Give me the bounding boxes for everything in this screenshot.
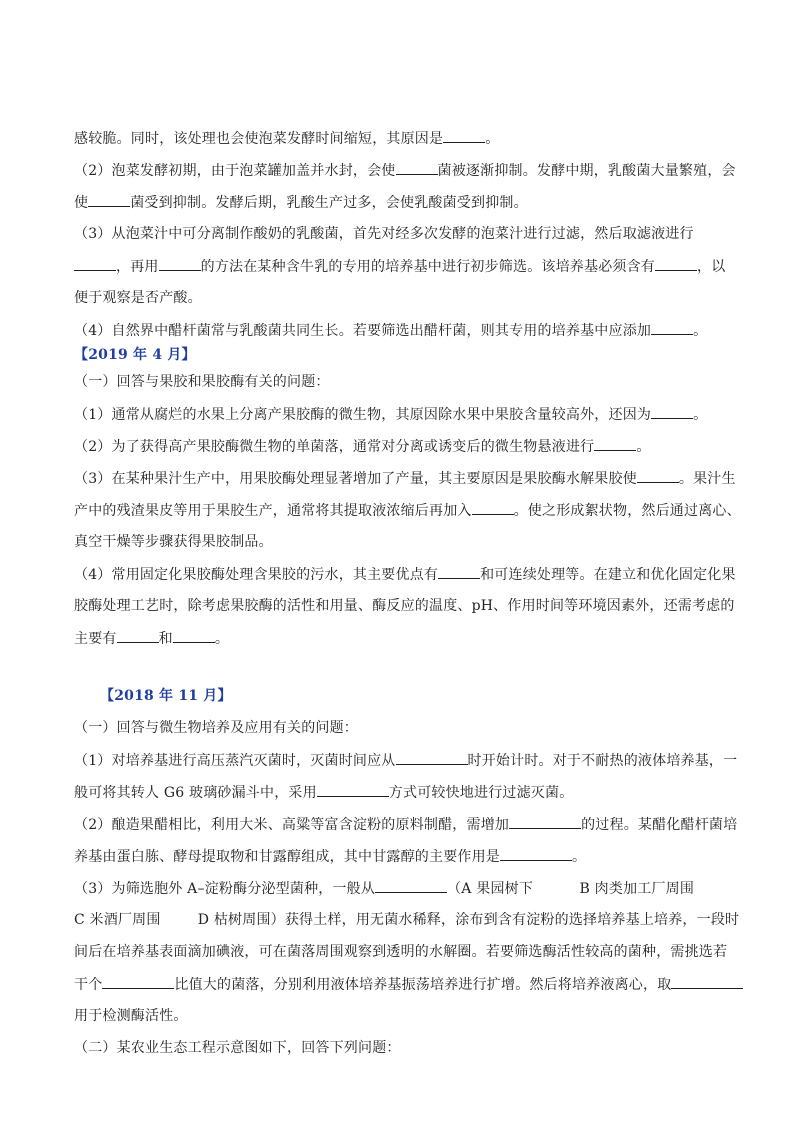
answer-blank — [396, 750, 468, 765]
text-line-15: （4）常用固定化果胶酶处理含果胶的污水，其主要优点有 和可连续处理等。在建立和优化固定化果 — [74, 564, 736, 585]
answer-blank — [509, 814, 581, 829]
answer-blank — [173, 628, 215, 643]
text-line-4: （3）从泡菜汁中可分离制作酸奶的乳酸菌，首先对经多次发酵的泡菜汁进行过滤，然后取滤液进行 — [74, 226, 694, 242]
text-line-29: （二）某农业生态工程示意图如下，回答下列问题： — [74, 1040, 401, 1056]
answer-blank — [88, 192, 130, 207]
text-line-9: （一）回答与果胶和果胶酶有关的问题： — [74, 374, 330, 390]
answer-blank — [655, 256, 697, 271]
answer-blank — [396, 160, 438, 175]
answer-blank — [651, 404, 693, 419]
text-line-6: 便于观察是否产酸。 — [74, 290, 202, 306]
text-line-25: C 米酒厂周围 D 枯树周围）获得土样，用无菌水稀释，涂布到含有淀粉的选择培养基上培养，一段时 — [74, 912, 740, 928]
text-line-20: （1）对培养基进行高压蒸汽灭菌时，灭菌时间应从 时开始计时。对于不耐热的液体培养基，一 — [74, 750, 737, 771]
text-line-2: （2）泡菜发酵初期，由于泡菜罐加盖并水封，会使 菌被逐渐抑制。发酵中期，乳酸菌大量繁殖，会 — [74, 160, 736, 181]
answer-blank — [637, 468, 679, 483]
answer-blank — [594, 436, 636, 451]
text-line-27: 干个 比值大的菌落，分别利用液体培养基振荡培养进行扩增。然后将培养液离心，取 — [74, 974, 743, 995]
answer-blank — [671, 974, 743, 989]
text-line-28: 用于检测酶活性。 — [74, 1008, 188, 1024]
answer-blank — [443, 128, 485, 143]
text-line-17: 主要有 和 。 — [74, 628, 229, 649]
text-line-10: （1）通常从腐烂的水果上分离产果胶酶的微生物，其原因除水果中果胶含量较高外，还因为 。 — [74, 404, 707, 425]
text-line-14: 真空干燥等步骤获得果胶制品。 — [74, 534, 273, 550]
text-line-3: 使 菌受到抑制。发酵后期，乳酸生产过多，会使乳酸菌受到抑制。 — [74, 192, 528, 213]
answer-blank — [438, 564, 480, 579]
answer-blank — [317, 782, 389, 797]
text-line-5: ，再用 的方法在某种含牛乳的专用的培养基中进行初步筛选。该培养基必须含有 ，以 — [74, 256, 725, 277]
text-line-19: （一）回答与微生物培养及应用有关的问题： — [74, 720, 358, 736]
text-line-24: （3）为筛选胞外 A–淀粉酶分泌型菌种，一般从 （A 果园树下 B 肉类加工厂周围 — [74, 878, 694, 899]
answer-blank — [74, 256, 116, 271]
section-heading-2019-april: 【2019 年 4 月】 — [74, 347, 196, 363]
text-line-16: 胶酶处理工艺时，除考虑果胶酶的活性和用量、酶反应的温度、pH、作用时间等环境因素外，还需考虑的 — [74, 598, 735, 614]
text-line-11: （2）为了获得高产果胶酶微生物的单菌落，通常对分离或诱变后的微生物悬液进行 。 — [74, 436, 651, 457]
text-line-26: 间后在培养基表面滴加碘液，可在菌落周围观察到透明的水解圈。若要筛选酶活性较高的菌种，需挑选若 — [74, 944, 728, 960]
text-line-1: 感较脆。同时，该处理也会使泡菜发酵时间缩短，其原因是 。 — [74, 128, 499, 149]
answer-blank — [102, 974, 174, 989]
text-line-23: 养基由蛋白胨、酵母提取物和甘露醇组成，其中甘露醇的主要作用是 。 — [74, 846, 586, 867]
text-line-12: （3）在某种果汁生产中，用果胶酶处理显著增加了产量，其主要原因是果胶酶水解果胶使 。果汁生 — [74, 468, 736, 489]
answer-blank — [159, 256, 201, 271]
answer-blank — [651, 320, 693, 335]
section-heading-2018-november: 【2018 年 11 月】 — [100, 688, 232, 704]
answer-blank — [472, 500, 514, 515]
answer-blank — [375, 878, 447, 893]
text-line-7: （4）自然界中醋杆菌常与乳酸菌共同生长。若要筛选出醋杆菌，则其专用的培养基中应添加 。 — [74, 320, 707, 341]
answer-blank — [500, 846, 572, 861]
answer-blank — [117, 628, 159, 643]
text-line-13: 产中的残渣果皮等用于果胶生产，通常将其提取液浓缩后再加入 。使之形成絮状物，然后通过离心、 — [74, 500, 741, 521]
text-line-22: （2）酿造果醋相比，利用大米、高粱等富含淀粉的原料制醋，需增加 的过程。某醋化醋杆菌培 — [74, 814, 737, 835]
text-line-21: 般可将其转人 G6 玻璃砂漏斗中，采用 方式可较快地进行过滤灭菌。 — [74, 782, 573, 803]
